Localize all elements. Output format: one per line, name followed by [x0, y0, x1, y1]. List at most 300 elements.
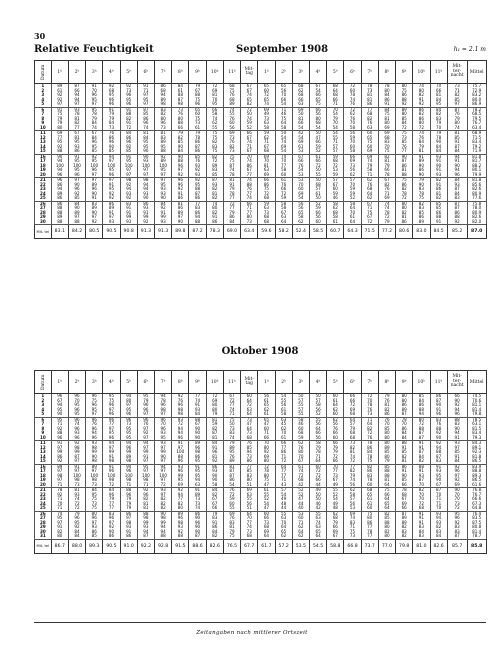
value-cell: 69 77 95 92 88	[51, 131, 68, 155]
value-cell: 62 68 79 66 69 67	[327, 511, 344, 539]
day-number: 20	[39, 481, 46, 487]
value-cell: 62 56 76 66 60	[327, 417, 344, 441]
value-cell: 64 57 79 68 68	[344, 417, 361, 441]
value-cell: 90 98 99 94 94 88	[155, 511, 172, 539]
value-cell: 58 79 78 71 64	[309, 441, 326, 465]
day-number: 5	[41, 101, 45, 106]
day-number: 1	[41, 83, 45, 88]
day-number: 14	[39, 143, 46, 149]
value-cell: 92 68 95 96 96	[103, 84, 120, 108]
column-header: 11ʰ	[430, 371, 447, 394]
value-cell: 92 96 97 92 69	[447, 464, 467, 488]
value-cell: 83 82 80 96 73	[155, 107, 172, 131]
column-header: 7ʰ	[155, 371, 172, 394]
value-cell: 84 86 96 92 85	[120, 131, 137, 155]
mittel-value: 80.5	[86, 225, 103, 239]
day-number: 26	[39, 511, 46, 516]
column-header: 11ʰ	[430, 61, 447, 84]
value-cell: 82 85 88 80 82 80	[378, 511, 395, 539]
value-cell: 56 59 70 60 58	[344, 131, 361, 155]
mittel-value: 91.3	[155, 225, 172, 239]
day-number: 27	[39, 515, 46, 520]
value-cell: 70 66 81 84 95	[430, 84, 447, 108]
value-cell: 71 64 82 72 76	[361, 417, 378, 441]
value-cell: 96 70 95 96 95	[68, 394, 85, 418]
page-title: Relative Feuchtigkeit	[34, 44, 154, 55]
value-cell: 67 67 74 65 82	[241, 84, 258, 108]
value-cell: 96 67 94 95 90	[51, 394, 68, 418]
value-cell: 72 50 74 59 52	[241, 107, 258, 131]
value-cell: 83 96 97 92 90 86	[103, 511, 120, 539]
day-number: 10	[39, 124, 46, 130]
mittel-value: 58.5	[309, 225, 326, 239]
value-cell: 80 80 86 89 87	[396, 394, 413, 418]
day-number: 2	[41, 87, 45, 93]
value-cell: 81.8 81.7 88.2 80.1 79.9	[467, 154, 486, 178]
mittel-value: 77.2	[378, 225, 395, 239]
value-cell: 74 70 77 58 60	[275, 154, 292, 178]
column-header: 7ʰ	[155, 61, 172, 84]
value-cell: 67 82 76 71 69	[378, 178, 395, 202]
value-cell: 60 61 64 62 60	[327, 394, 344, 418]
value-cell: 50 57 58 56 52	[309, 394, 326, 418]
value-cell: 85 88 88 81 64	[378, 464, 395, 488]
value-cell: 96 77 97 95 96	[103, 417, 120, 441]
value-cell: 84 92 91 99 93	[155, 201, 172, 225]
day-number: 12	[39, 444, 46, 450]
mittel-value: 92.2	[137, 539, 154, 553]
day-number: 15	[39, 458, 46, 463]
value-cell: 90 88 96 97 92	[172, 154, 189, 178]
value-cell: 83 91 91 99 93	[120, 201, 137, 225]
value-cell: 66 77 86 71 72	[275, 441, 292, 465]
value-cell: 42 54 69 61 53	[292, 131, 309, 155]
value-cell: 67 84 96 95 85	[86, 131, 103, 155]
value-cell: 70 80 92 69 80	[258, 441, 275, 465]
mittel-value: 77.0	[378, 539, 395, 553]
column-header: 4ʰ	[309, 371, 326, 394]
value-cell: 53 70 60 69 54	[292, 178, 309, 202]
value-cell: 78 80 84 86 91	[378, 84, 395, 108]
value-cell: 92 73 96 95 96	[120, 84, 137, 108]
mittel-value: 73.7	[361, 539, 378, 553]
value-cell: 92 76 96 98 98	[172, 394, 189, 418]
column-header: 8ʰ	[172, 61, 189, 84]
value-cell: 87 87 86 88 92	[447, 201, 467, 225]
altitude-note: h₁ = 2.1 m	[453, 46, 486, 53]
bottom-rule	[34, 622, 486, 623]
mittel-value: 90.5	[103, 539, 120, 553]
column-header: 3ʰ	[86, 61, 103, 84]
value-cell: 69 70 81 63 69	[258, 154, 275, 178]
day-cell	[35, 394, 52, 418]
value-cell: 91 93 95 90 67	[430, 464, 447, 488]
column-header: 11ʰ	[223, 371, 240, 394]
mittel-value: 83.0	[413, 225, 430, 239]
column-header: 9ʰ	[396, 61, 413, 84]
value-cell: 60 72 72 66 44	[309, 464, 326, 488]
value-cell: 57 67 60 59 46	[327, 178, 344, 202]
value-cell: 57 70 59 59 52	[344, 178, 361, 202]
value-cell: 89 97 98 97 71	[51, 464, 68, 488]
day-number: 24	[39, 190, 46, 196]
day-number: 30	[39, 218, 46, 224]
table-row-group	[35, 488, 487, 512]
mittel-value: 54.5	[309, 539, 326, 553]
day-number: 23	[39, 496, 46, 501]
mittel-value: 85.7	[447, 539, 467, 553]
column-header: 2ʰ	[275, 371, 292, 394]
mittel-value: 91.5	[172, 539, 189, 553]
value-cell: 91 95 95 94 63	[189, 464, 206, 488]
header-row	[35, 61, 487, 84]
value-cell: 94 97 100 97 72	[155, 464, 172, 488]
value-cell: 91 70 96 95 97	[86, 84, 103, 108]
mittel-value: 85.8	[467, 539, 486, 553]
mittel-value: 84.5	[430, 225, 447, 239]
value-cell: 97 90 96 92 85	[68, 178, 85, 202]
value-cell: 87 66 94 94 97	[68, 84, 85, 108]
value-cell: 82 91 86 81 82	[430, 178, 447, 202]
day-number: 8	[41, 425, 45, 431]
table-row-group	[35, 394, 487, 418]
value-cell: 88 83 90 94 91	[447, 417, 467, 441]
footer-note: Zeitangaben nach mittlerer Ortszeit	[196, 630, 308, 636]
value-cell: 82 83 85 86 89	[413, 201, 430, 225]
value-cell: 89 97 100 98 73	[86, 464, 103, 488]
value-cell: 90 93 100 97 97	[137, 154, 154, 178]
value-cell: 72 69 80 80 79	[206, 394, 223, 418]
value-cell: 52 59 66 56 60	[309, 201, 326, 225]
value-cell: 77 74 91 93 84	[189, 394, 206, 418]
value-cell: 79 96 95 92 84 84	[68, 511, 85, 539]
mittel-value: 64.3	[344, 225, 361, 239]
column-header: 5ʰ	[120, 371, 137, 394]
value-cell: 69 73 76 82 73	[223, 131, 240, 155]
value-cell: 80 72 88 87 87	[413, 417, 430, 441]
value-cell: 92 94 77 82 80	[172, 488, 189, 512]
column-header: 3ʰ	[86, 371, 103, 394]
value-cell: 55 63 70 64 65 62	[275, 511, 292, 539]
value-cell: 53 60 71 62 64 62	[292, 511, 309, 539]
mittel-label: Mit- tel	[35, 539, 52, 553]
oktober-table	[34, 370, 487, 554]
column-header: 9ʰ	[396, 371, 413, 394]
value-cell: 79 89 95 76 89	[223, 441, 240, 465]
column-header: 1ʰ	[258, 371, 275, 394]
table-row-group	[35, 417, 487, 441]
value-cell: 82 72 89 83 85	[206, 154, 223, 178]
day-number: 13	[39, 139, 46, 144]
day-cell	[35, 464, 52, 488]
value-cell: 93 72 94 94 96	[172, 417, 189, 441]
header-row	[35, 371, 487, 394]
value-cell: 93 97 82 82 82	[155, 488, 172, 512]
value-cell: 55 52 54 49 48	[327, 488, 344, 512]
value-cell: 69 63 55 56 51	[241, 488, 258, 512]
column-header: 2ʰ	[68, 61, 85, 84]
mittel-value: 58.2	[275, 225, 292, 239]
day-number: 11	[39, 130, 46, 135]
value-cell: 81 85 91 87 84	[447, 131, 467, 155]
value-cell: 93 78 81 82 77	[68, 107, 85, 131]
value-cell: 69 50 81 66 54	[292, 107, 309, 131]
column-header: Mit- tag	[241, 371, 258, 394]
value-cell: 61 74 72 68 42	[292, 464, 309, 488]
value-cell: 54 55 71 57 57	[327, 131, 344, 155]
value-cell: 85 84 86 88 94	[413, 394, 430, 418]
column-header: 8ʰ	[378, 61, 395, 84]
mittel-value: 88.6	[189, 539, 206, 553]
table-row-group	[35, 107, 487, 131]
value-cell: 79 78 90 84 84	[430, 131, 447, 155]
value-cell: 76.4 83.5 87.5 80.8 81.4 78.7	[467, 511, 486, 539]
value-cell: 74 55 76 60 56	[223, 107, 240, 131]
column-header: Datum	[35, 371, 52, 394]
day-number: 4	[41, 406, 45, 412]
value-cell: 90 94 100 94 96	[51, 154, 68, 178]
table-row-group	[35, 154, 487, 178]
value-cell: 56 56 65 58 62	[292, 201, 309, 225]
value-cell: 68 64 68 66 71	[327, 84, 344, 108]
value-cell: 87 70 71 71 70	[430, 488, 447, 512]
value-cell: 68 62 68 66 63	[292, 84, 309, 108]
value-cell: 79 67 88 75 96	[189, 84, 206, 108]
value-cell: 86 93 91 99 92	[137, 201, 154, 225]
value-cell: 81 83 89 95 88	[155, 131, 172, 155]
column-header: 10ʰ	[413, 61, 430, 84]
value-cell: 88 98 99 93 94 87	[137, 511, 154, 539]
value-cell: 84 90 89 97 88	[68, 201, 85, 225]
value-cell: 80 96 97 93 86 85	[86, 511, 103, 539]
value-cell: 81 91 79 78 77	[223, 178, 240, 202]
value-cell: 86 93 90 90 58	[206, 464, 223, 488]
day-number: 18	[39, 162, 46, 168]
column-header: Mit- ter- nacht	[447, 61, 467, 84]
mittel-value: 79.8	[396, 539, 413, 553]
value-cell: 83.9 88.8 89.3 86.5 61.6	[467, 464, 486, 488]
value-cell: 67 71 75 67 72	[361, 201, 378, 225]
value-cell: 88 67 90 90 90	[189, 417, 206, 441]
value-cell: 69 68 83 70 75	[378, 131, 395, 155]
value-cell: 73 71 82 85 97	[447, 84, 467, 108]
value-cell: 81 84 95 95 90	[137, 131, 154, 155]
table-row-group	[35, 178, 487, 202]
mittel-value: 71.5	[361, 225, 378, 239]
value-cell: 55 56 64 66 56	[309, 417, 326, 441]
value-cell: 90 70 70 73 72	[447, 488, 467, 512]
value-cell: 95 75 96 97 96	[103, 394, 120, 418]
value-cell: 73 76 80 88 66	[172, 107, 189, 131]
column-header: 1ʰ	[51, 61, 68, 84]
value-cell: 77 82 79 74 56	[344, 464, 361, 488]
value-cell: 78 70 86 84 84	[396, 417, 413, 441]
column-header: 10ʰ	[206, 61, 223, 84]
column-header: 3ʰ	[292, 61, 309, 84]
value-cell: 88 91 85 82 81	[396, 441, 413, 465]
value-cell: 91 88 82 91 72	[120, 107, 137, 131]
value-cell: 91 71 97 95 97	[137, 84, 154, 108]
day-number: 18	[39, 472, 46, 478]
value-cell: 74 80 82 91 86	[206, 201, 223, 225]
value-cell: 67 72 77 74 71	[223, 394, 240, 418]
value-cell: 96 76 97 92 97	[137, 417, 154, 441]
day-number: 16	[39, 154, 46, 159]
value-cell: 59 68 72 53 59	[327, 154, 344, 178]
value-cell: 93 96 99 95 69	[172, 464, 189, 488]
mittel-value: 89.3	[86, 539, 103, 553]
value-cell: 59 62 71 67 68	[258, 131, 275, 155]
value-cell: 81 87 87 86 54	[223, 464, 240, 488]
value-cell: 84 75 81 80 69	[378, 107, 395, 131]
table-row-group	[35, 464, 487, 488]
value-cell: 91 97 100 88 96	[172, 441, 189, 465]
value-cell: 64 77 77 71 43	[275, 464, 292, 488]
value-cell: 91 75 79 79 80	[51, 107, 68, 131]
mittel-value: 60.7	[327, 225, 344, 239]
value-cell: 73 47 64 73 68	[241, 417, 258, 441]
value-cell: 69 49 73 63 58	[258, 107, 275, 131]
value-cell: 92 98 99 87 97	[68, 441, 85, 465]
value-cell: 76 72 59 60 55	[223, 488, 240, 512]
value-cell: 65 60 72 65 74	[258, 84, 275, 108]
value-cell: 95 71 92 88 96	[51, 417, 68, 441]
value-cell: 74 88 76 77 74	[241, 178, 258, 202]
day-number: 19	[39, 167, 46, 172]
column-header: 10ʰ	[206, 371, 223, 394]
mittel-value: 63.4	[241, 225, 258, 239]
value-cell: 68.9 71.5 83.4 79.2 71.9	[467, 131, 486, 155]
value-cell: 65 47 60 71 66	[258, 417, 275, 441]
day-cell	[35, 107, 52, 131]
value-cell: 56 61 65 62 61	[258, 394, 275, 418]
value-cell: 82 81 79 66 78	[378, 154, 395, 178]
value-cell: 90 87 86 81 88	[396, 154, 413, 178]
value-cell: 91 91 87 84 82	[413, 441, 430, 465]
value-cell: 79 76 81 82 86	[378, 394, 395, 418]
value-cell: 91 95 100 95 96	[68, 154, 85, 178]
value-cell: 92 89 100 95 97	[155, 154, 172, 178]
day-number: 6	[41, 417, 45, 422]
value-cell: 86 89 91 97 93	[103, 201, 120, 225]
month-title-september: September 1908	[236, 44, 329, 55]
value-cell: 91 91 91 83 84 83	[413, 511, 430, 539]
day-number: 1	[41, 393, 45, 398]
value-cell: 49 50 50 46 42	[309, 488, 326, 512]
value-cell: 76 70 85 80 80	[378, 417, 395, 441]
day-number: 7	[41, 111, 45, 116]
mittel-value: 59.6	[258, 225, 275, 239]
column-header: Mit- ter- nacht	[447, 371, 467, 394]
value-cell: 85 85 86 88 91	[430, 201, 447, 225]
mittel-value: 66.8	[344, 539, 361, 553]
value-cell: 94 96 100 98 71	[120, 464, 137, 488]
value-cell: 87 89 89 82 83 82	[396, 511, 413, 539]
column-header: 5ʰ	[327, 371, 344, 394]
day-number: 29	[39, 214, 46, 219]
value-cell: 78.2 68.5 79.5 76.7 63.4	[467, 107, 486, 131]
value-cell: 78 92 71 70 71	[51, 488, 68, 512]
value-cell: 93 97 99 90 97	[155, 441, 172, 465]
value-cell: 76 85 94 73 86	[241, 441, 258, 465]
value-cell: 66 79 79 72 66	[327, 441, 344, 465]
column-header: Mittel	[467, 61, 486, 84]
value-cell: 89 80 85 84 72	[396, 107, 413, 131]
value-cell: 74 95 97 91 82 80	[51, 511, 68, 539]
column-header: 7ʰ	[361, 61, 378, 84]
value-cell: 94 97 100 95 96	[103, 154, 120, 178]
value-cell: 89 96 98 93 92 88	[172, 511, 189, 539]
value-cell: 92 95 100 96 97	[86, 154, 103, 178]
day-number: 29	[39, 524, 46, 529]
mittel-value: 57.2	[275, 539, 292, 553]
value-cell: 74 74 78 72 79	[378, 201, 395, 225]
value-cell: 75 73 85 76 77	[396, 131, 413, 155]
value-cell: 55 63 74 63 65 64	[309, 511, 326, 539]
day-cell	[35, 154, 52, 178]
column-header: 2ʰ	[275, 61, 292, 84]
column-header: 9ʰ	[189, 61, 206, 84]
value-cell: 94 97 99 91 98	[103, 441, 120, 465]
day-number: 27	[39, 205, 46, 210]
value-cell: 66 56 80 68 54	[309, 107, 326, 131]
mittel-value: 76.5	[223, 539, 240, 553]
value-cell: 74 76 84 79 81	[413, 131, 430, 155]
value-cell: 86 91 90 85 66	[396, 464, 413, 488]
value-cell: 66 69 73 56 62	[344, 154, 361, 178]
value-cell: 54 55 56 61 58	[275, 394, 292, 418]
value-cell: 86 87 90 91 96	[430, 394, 447, 418]
value-cell: 61 55 52 54 47	[258, 488, 275, 512]
mittel-value: 90.8	[120, 225, 137, 239]
value-cell: 74.5 70.6 81.1 81.4 79.8	[467, 394, 486, 418]
value-cell: 84 82 67 67 66	[206, 488, 223, 512]
value-cell: 75 66 64 65 64	[378, 488, 395, 512]
value-cell: 80 75 86 88 92	[396, 84, 413, 108]
value-cell: 93 94 93 82 83 84	[430, 511, 447, 539]
column-header: 6ʰ	[137, 61, 154, 84]
value-cell: 91 95 100 97 97	[120, 154, 137, 178]
value-cell: 87 93 82 81 82	[206, 178, 223, 202]
day-number: 21	[39, 487, 46, 492]
value-cell: 98 94 94 93 90	[137, 178, 154, 202]
day-number: 12	[39, 134, 46, 140]
value-cell: 72 77 79 86 84	[223, 201, 240, 225]
mittel-value: 90.5	[103, 225, 120, 239]
value-cell: 50 47 66 59 52	[309, 131, 326, 155]
column-header: 10ʰ	[413, 371, 430, 394]
column-header: Mittel	[467, 371, 486, 394]
value-cell: 70 54 79 70 54	[327, 107, 344, 131]
value-cell: 68 75 76 68 89	[223, 84, 240, 108]
value-cell: 75.8 78.0 80.9 82.6 82.0	[467, 201, 486, 225]
value-cell: 62 76 80 70 67	[292, 441, 309, 465]
mittel-value: 87.2	[189, 225, 206, 239]
day-number: 13	[39, 449, 46, 454]
value-cell: 84 91 96 81 92	[206, 441, 223, 465]
value-cell: 93 97 85 91 84	[447, 441, 467, 465]
day-number: 25	[39, 195, 46, 200]
value-cell: 96 96 92 91 86	[172, 178, 189, 202]
mittel-value: 86.7	[51, 539, 68, 553]
day-number: 28	[39, 209, 46, 215]
value-cell: 86 90 96 90 90 87	[189, 511, 206, 539]
column-header: 3ʰ	[292, 371, 309, 394]
day-number: 3	[41, 402, 45, 407]
value-cell: 60 64 72 63 64	[241, 394, 258, 418]
value-cell: 74 80 82 91 92	[413, 84, 430, 108]
day-number: 19	[39, 477, 46, 482]
